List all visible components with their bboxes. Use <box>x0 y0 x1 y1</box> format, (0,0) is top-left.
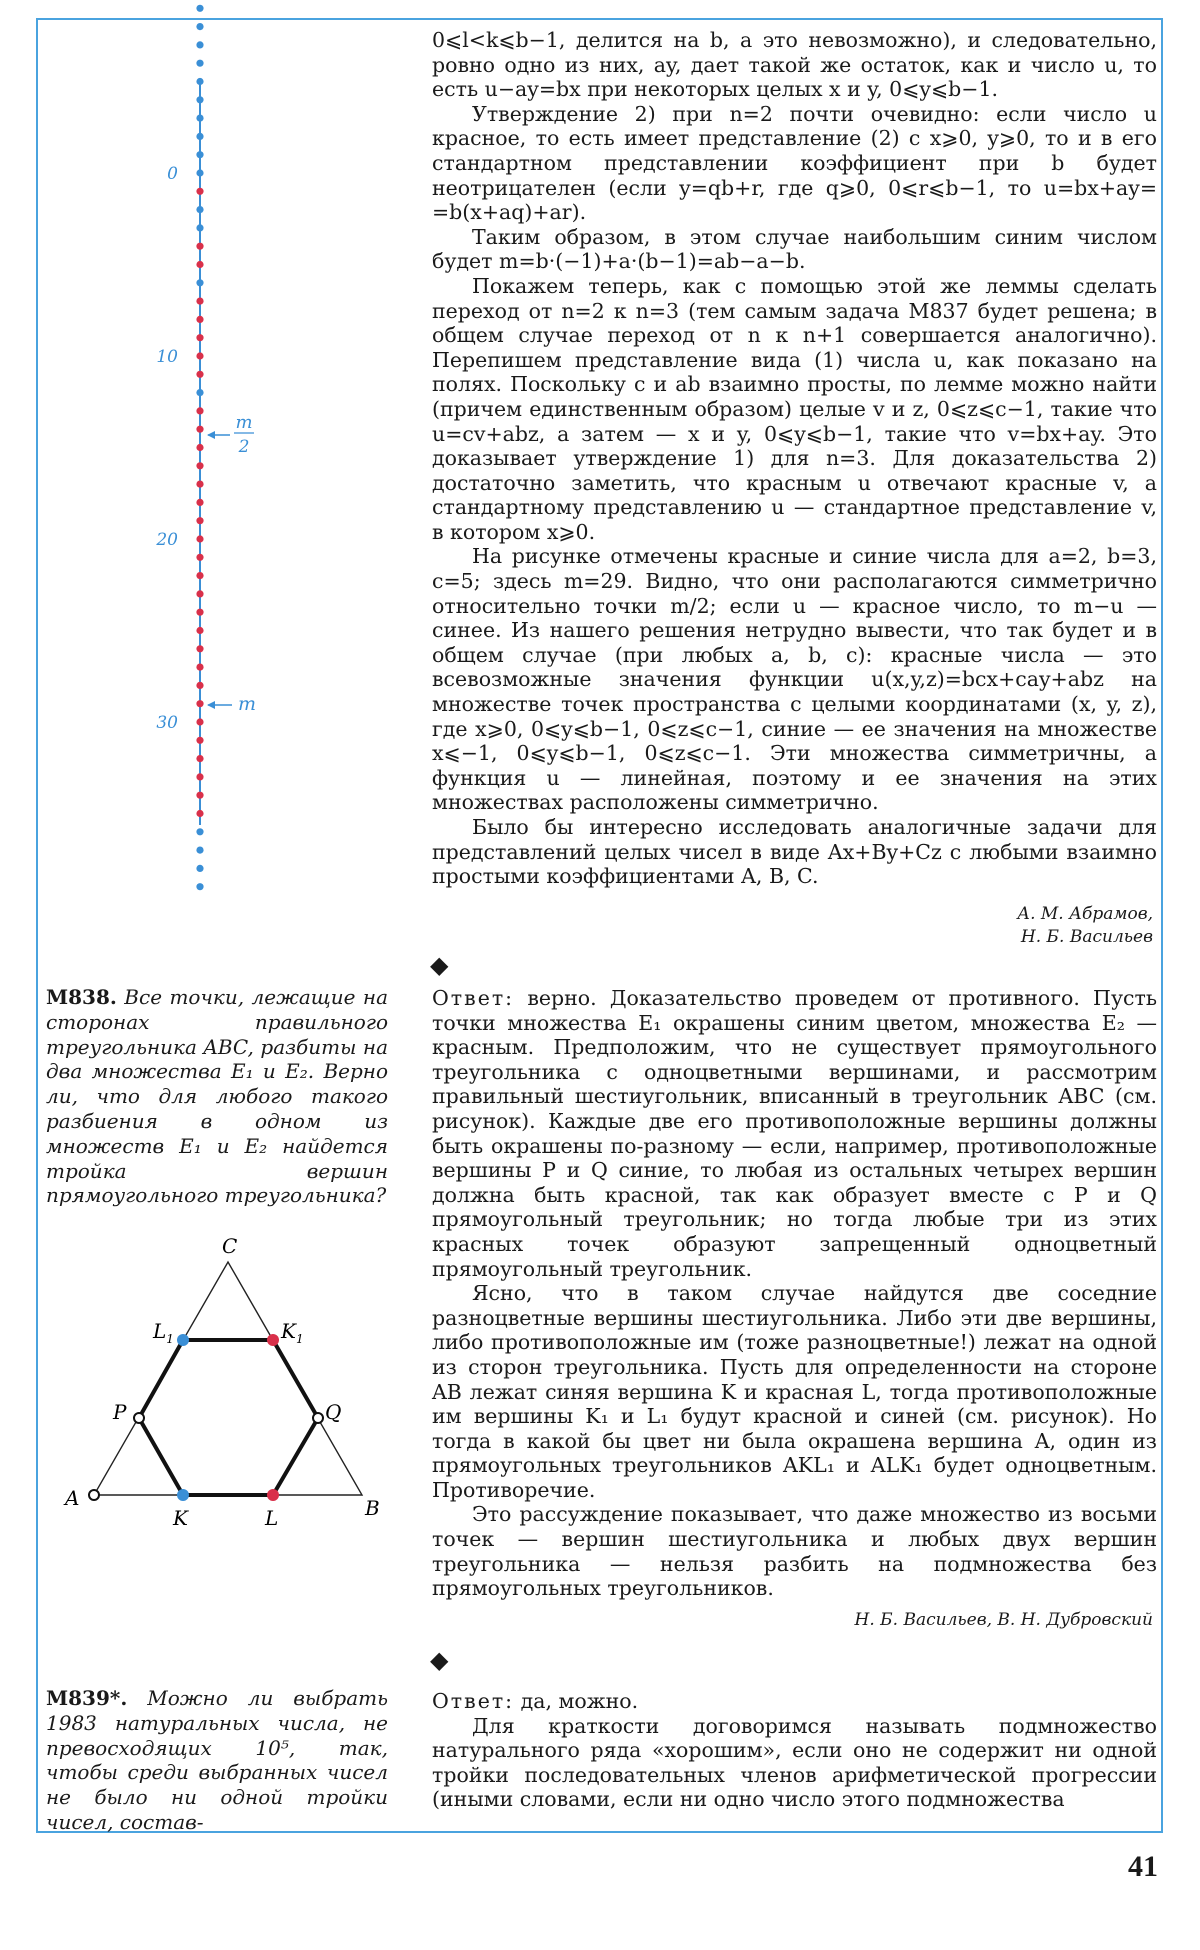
red-point <box>196 664 203 671</box>
answer-text: верно. Доказательство проведем от противного. Пусть точки множества E₁ окрашены синим цветом, множества E₂ — красным. Предположим, что не существует прямоугольного треугольника с одноцветными вершинами, и рассмотрим правильный шестиугольник, вписанный в треугольник ABC (см. рисунок). Каждые две его противоположные вершины должны быть окрашены по-разному — если, например, противоположные вершины P и Q синие, то любая из остальных четырех вершин должна быть красной, так как образует вместе с P и Q прямоугольный треугольник; но тогда любые три из этих красных точек образуют запрещенный одноцветный прямоугольный треугольник. <box>432 986 1157 1281</box>
paragraph <box>432 986 1157 1281</box>
answer-label: Ответ: <box>432 986 515 1010</box>
blue-point <box>196 847 203 854</box>
red-point <box>196 773 203 780</box>
blue-point <box>196 60 203 67</box>
page-number: 41 <box>1128 1850 1158 1883</box>
point-l-red <box>267 1489 279 1501</box>
answer-text: да, можно. <box>520 1689 639 1713</box>
red-point <box>196 737 203 744</box>
label-l: L <box>265 1506 279 1530</box>
label-q: Q <box>325 1400 342 1424</box>
red-point <box>196 517 203 524</box>
m-arrowhead <box>207 701 215 709</box>
blue-point <box>196 23 203 30</box>
point-k1-red <box>267 1334 279 1346</box>
blue-point <box>196 115 203 122</box>
m838-statement <box>46 985 388 1208</box>
answer-label: Ответ: <box>432 1689 515 1713</box>
signature-line-2: Н. Б. Васильев <box>1020 926 1153 947</box>
red-point <box>196 700 203 707</box>
tick-label-20: 20 <box>156 530 178 550</box>
m839-statement <box>46 1686 388 1835</box>
red-point <box>196 444 203 451</box>
paragraph: 0⩽l<k⩽b−1, делится на b, а это невозможно), и следовательно, ровно одно из них, ay, дает такой же остаток, как и число u, то есть u−ay=bx при некоторых целых x и y, 0⩽y⩽b−1. <box>432 28 1157 102</box>
red-point <box>196 609 203 616</box>
m839-solution <box>432 1689 1157 1812</box>
number-line-figure <box>156 75 290 835</box>
red-point <box>196 682 203 689</box>
m-half-arrowhead <box>207 431 215 439</box>
red-point <box>196 261 203 268</box>
blue-point <box>196 5 203 12</box>
paragraph: Для краткости договоримся называть подмножество натурального ряда «хорошим», если оно не содержит ни одной тройки последовательных членов арифметической прогрессии (иными словами, если ни одно число этого подмножества <box>432 1713 1157 1812</box>
red-point <box>196 407 203 414</box>
red-point <box>196 792 203 799</box>
point-q <box>313 1413 323 1423</box>
triangle-abc <box>94 1262 362 1495</box>
tick-label-0: 0 <box>167 164 178 184</box>
red-point <box>196 755 203 762</box>
label-l1: $L_1$ <box>153 1319 174 1346</box>
label-c: C <box>222 1234 238 1258</box>
paragraph: Покажем теперь, как с помощью этой же леммы сделать переход от n=2 к n=3 (тем самым задача М837 будет решена; в общем случае переход от n к n+1 совершается аналогично). Перепишем представление вида (1) числа u, как показано на полях. Поскольку c и ab взаимно просты, по лемме можно найти (причем единственным образом) целые v и z, 0⩽z⩽c−1, такие что u=cv+abz, а затем — x и y, 0⩽y⩽b−1, такие что v=bx+ay. Это доказывает утверждение 1) для n=3. Для доказательства 2) достаточно заметить, что красным u отвечают красные v, а стандартному представлению u — стандартное представление v, в котором x⩾0. <box>432 273 1157 544</box>
m-half-denominator: 2 <box>238 437 250 457</box>
tick-label-30: 30 <box>156 713 178 733</box>
triangle-hexagon-figure <box>55 1230 395 1530</box>
m838-signature: Н. Б. Васильев, В. Н. Дубровский <box>854 1609 1153 1630</box>
m838-number: М838. <box>46 985 117 1009</box>
paragraph: Утверждение 2) при n=2 почти очевидно: если число u красное, то есть имеет представление (2) с x⩾0, y⩾0, то и в его стандартном представлении коэффициент при b будет неотрицателен (если y=qb+r, где q⩾0, 0⩽r⩽b−1, то u=bx+ay= =b(x+aq)+ar). <box>432 101 1157 225</box>
red-point <box>196 298 203 305</box>
red-point <box>196 499 203 506</box>
blue-point <box>196 389 203 396</box>
label-b: B <box>365 1496 380 1520</box>
label-k1: $K_1$ <box>281 1319 304 1346</box>
label-p: P <box>113 1400 127 1424</box>
top-text-block <box>432 28 1157 949</box>
signature-line-1: А. М. Абрамов, <box>1017 903 1153 924</box>
section-diamond: ◆ <box>430 951 449 979</box>
red-point <box>196 535 203 542</box>
paragraph <box>432 1689 1157 1714</box>
label-k: K <box>173 1506 188 1530</box>
tick-label-10: 10 <box>156 347 178 367</box>
label-a: A <box>65 1486 80 1510</box>
m838-solution <box>432 986 1157 1632</box>
blue-point <box>196 224 203 231</box>
red-point <box>196 188 203 195</box>
blue-point <box>196 96 203 103</box>
section-diamond: ◆ <box>430 1646 449 1674</box>
m839-statement-text: Можно ли выбрать 1983 натуральных числа, не превосходящих 10⁵, так, чтобы среди выбранных чисел не было ни одной тройки чисел, состав- <box>46 1686 389 1834</box>
red-point <box>196 426 203 433</box>
paragraph: Было бы интересно исследовать аналогичные задачи для представлений целых чисел в виде Ax+By+Cz с любыми взаимно простыми коэффициентами A, B, C. <box>432 815 1157 889</box>
hexagon <box>139 1340 318 1495</box>
blue-point <box>196 78 203 85</box>
red-point <box>196 243 203 250</box>
red-point <box>196 371 203 378</box>
m838-statement-text: Все точки, лежащие на сторонах правильного треугольника ABC, разбиты на два множества E₁ и E₂. Верно ли, что для любого такого разбиения в одном из множеств E₁ и E₂ найдется тройка вершин прямоугольного треугольника? <box>46 985 389 1208</box>
blue-point <box>196 865 203 872</box>
blue-point <box>196 828 203 835</box>
blue-point <box>196 169 203 176</box>
point-p <box>134 1413 144 1423</box>
paragraph: На рисунке отмечены красные и синие числа для a=2, b=3, c=5; здесь m=29. Видно, что они располагаются симметрично относительно точки m/2; если u — красное число, то m−u — синее. Из нашего решения нетрудно вывести, что так будет и в общем случае (при любых a, b, c): красные числа — это всевозможные значения функции u(x,y,z)=bcx+cay+abz на множестве точек пространства с целыми координатами (x, y, z), где x⩾0, 0⩽y⩽b−1, 0⩽z⩽c−1, синие — ее значения на множестве x⩽−1, 0⩽y⩽b−1, 0⩽z⩽c−1. Эти множества симметричны, а функция u — линейная, поэтому и ее значения на этих множествах расположены симметрично. <box>432 544 1157 815</box>
point-a <box>89 1490 99 1500</box>
red-point <box>196 627 203 634</box>
red-point <box>196 645 203 652</box>
red-point <box>196 554 203 561</box>
m-label: m <box>238 693 257 715</box>
blue-point <box>196 41 203 48</box>
red-point <box>196 462 203 469</box>
paragraph: Таким образом, в этом случае наибольшим синим числом будет m=b·(−1)+a·(b−1)=ab−a−b. <box>432 224 1157 274</box>
point-l1-blue <box>177 1334 189 1346</box>
paragraph: Ясно, что в таком случае найдутся две соседние разноцветные вершины шестиугольника. Либо эти две вершины, либо противоположные им (тоже разноцветные!) лежат на одной из сторон треугольника. Пусть для определенности на стороне AB лежат синяя вершина K и красная L, тогда противоположные им вершины K₁ и L₁ будут красной и синей (см. рисунок). Но тогда в какой бы цвет ни была окрашена вершина A, один из прямоугольных треугольников AKL₁ и ALK₁ будет одноцветным. Противоречие. <box>432 1281 1157 1502</box>
blue-point <box>196 206 203 213</box>
point-k-blue <box>177 1489 189 1501</box>
paragraph: Это рассуждение показывает, что даже множество из восьми точек — вершин шестиугольника и любых двух вершин треугольника — нельзя разбить на подмножества без прямоугольных треугольников. <box>432 1502 1157 1601</box>
m-half-label: m <box>235 412 253 433</box>
red-point <box>196 590 203 597</box>
blue-point <box>196 279 203 286</box>
red-point <box>196 718 203 725</box>
label-k1-subscript: 1 <box>295 1332 304 1346</box>
red-point <box>196 334 203 341</box>
m839-number: М839*. <box>46 1686 128 1710</box>
red-point <box>196 352 203 359</box>
red-point <box>196 572 203 579</box>
red-point <box>196 316 203 323</box>
red-point <box>196 810 203 817</box>
blue-point <box>196 151 203 158</box>
blue-point <box>196 883 203 890</box>
red-point <box>196 481 203 488</box>
blue-point <box>196 133 203 140</box>
